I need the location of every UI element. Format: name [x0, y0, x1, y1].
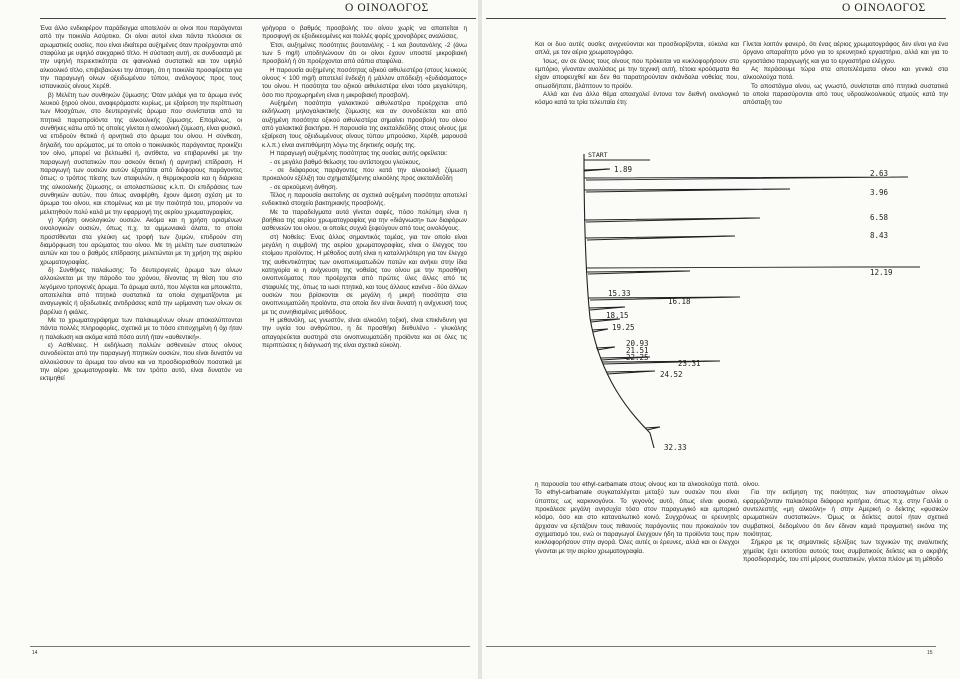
peak-3-96: [584, 189, 790, 192]
paragraph: Με το χρωματογράφημα των παλαιωμένων οίνων αποκαλύπτονται πάντα πολλές πληροφορίες, σχετικά με το πόσο επιτυχημένη ή όχι ήταν η παλαίωση και ακόμα κατά πόσο αυτή ήταν «αυθεντική».: [40, 317, 242, 341]
peak-label: 2.63: [870, 169, 889, 178]
chromatogram-figure: [540, 148, 920, 468]
footer-rule: [486, 646, 936, 647]
peak-12-19b: [587, 271, 690, 274]
paragraph: Γίνεται λοιπόν φανερό, ότι ένας αέριος χρωματογράφος δεν είναι για ένα όργανο απαραίτητο μόνο για το ερευνητικό εργαστήριο, αλλά και για το εργοστάσιο παραγωγής και για το εργαστήριο ελέγχου.: [743, 41, 948, 65]
text-column-1: [40, 25, 242, 384]
text-column-2: [262, 25, 467, 350]
peak-label: 22.25: [626, 353, 649, 362]
text-column-1-top: [535, 41, 739, 108]
paragraph: Ένα άλλο ενδιαφέρον παράδειγμα αποτελούν οι οίνοι που παράγονται από την ποικιλία Ασύρτικο. Οι οίνοι αυτοί είναι πάντα πλούσιοι σε αρωματικές ουσίες, που είναι ιδιαίτερα αυξημένες όταν προέρχονται από σταφύλια με υψηλό σακχαρικό τίτλο. Η σύσταση αυτή, σε συνδυασμό με την υψηλή περιεκτικότητα σε φαινολικά συστατικά και τον υψηλό αλκοολικό τίτλο, επιβεβαιώνει την άποψη, ότι η ποικιλία προσφέρεται για την παραγωγή οίνων οξειδωμένου τύπου, ανάλογους προς τους ισπανικούς οίνους Χερέθ.: [40, 25, 242, 91]
peak-label: 8.43: [870, 231, 889, 240]
paragraph: γ) Χρήση οινολογικών ουσιών. Ακόμα και η χρήση ορισμένων οινολογικών ουσιών, όπως π.χ. τα αμμωνιακά άλατα, το οποία προστίθενται στα γλεύκη ως τροφή των ζυμών, επιδρούν στη διαμόρφωση του αρώματος του οίνου. Με τη μελέτη των συστατικών αυτών και του ο βαθμός επίδρασης μελετώνται με τη χρήση της αερίου χρωματογραφίας.: [40, 216, 242, 266]
paragraph: β) Μελέτη των συνθηκών ζύμωσης: Όταν μιλάμε για το άρωμα ενός λευκού ξηρού οίνου, αναφερόμαστε κυρίως, με εξαίρεση την περίπτωση των Μοσχάτων, στο δευτερογενές άρωμα που συνίσταται από τα πτητικά παραπροϊόντα της αλκοολικής ζύμωσης. Επομένως, οι συνθήκες κάτω από τις οποίες γίνεται η αλκοολική ζύμωση, είναι φυσικό, να επιδρούν θετικά ή αρνητικά στο άρωμα του οίνου. Η σύνθεση, δηλαδή, του αρώματος, με το οποίο ο ποικιλιακός παράγοντας προικίζει τον οίνο, μπορεί να βελτιωθεί ή, αντίθετα, να επιβαρυνθεί με την παραγωγή συστατικών που ασκούν θετική ή αρνητική επίδραση. Η παραγωγή των ουσιών αυτών εξαρτάται από διάφορους παράγοντες όπως: ο τρόπος πίεσης των σταφυλών, η θερμοκρασία και η διάρκεια της αλκοολικής ζύμωσης, οι απολασπώσεις κ.λ.π. Οι επιδράσεις των συνθηκών αυτών, που όπως αναφέρθη, έχουν άμεση σχέση με το άρωμα του οίνου, και επομένως και με την ποιότητά του, μπορούν να μελετηθούν πολύ καλά με την εφαρμογή της αερίου χρωματογραφίας.: [40, 91, 242, 216]
paragraph: - σε μεγάλο βαθμό θείωσης του αντίστοιχου γλεύκους,: [270, 158, 421, 166]
peak-label: 32.33: [664, 443, 687, 452]
peak-20-93: [596, 347, 615, 350]
running-header: Ο ΟΙΝΟΛΟΓΟΣ: [345, 2, 429, 14]
text-column-2-top: [743, 41, 948, 108]
peak-23-31: [602, 361, 720, 364]
peak-label: START: [588, 151, 608, 159]
peak-label: 12.19: [870, 268, 893, 277]
peak-1-89: [584, 169, 610, 171]
peak-label: 15.33: [608, 289, 631, 298]
paragraph: οίνου.: [743, 481, 760, 488]
paragraph: Η παραγωγή αυξημένης ποσότητας της ουσίας αυτής οφείλεται:: [270, 150, 448, 158]
paragraph: ε) Ασθένειες. Η εκδήλωση πολλών ασθενειών στους οίνους συνοδεύεται από την παραγωγή πτητικών ουσιών, που είναι δυνατόν να αλλοιώσουν το άρωμα του οίνου και να προσδιορισθούν ποσοτικά με την αέριο χρωματογραφία. Με τον τρόπο αυτό, είναι δυνατόν να εκτιμηθεί: [40, 342, 242, 383]
footer-rule: [30, 646, 470, 647]
peak-label: 20.93: [626, 339, 649, 348]
peak-label: 23.31: [678, 359, 701, 368]
chromatogram-baseline: [584, 154, 654, 448]
peak-19-25: [592, 329, 608, 332]
peak-label: 18.15: [606, 311, 629, 320]
header-rule: [40, 18, 476, 19]
text-column-1-bottom: [535, 481, 739, 556]
peak-label: 24.52: [660, 370, 683, 379]
paragraph: - σε αρκούμενη άνθηση.: [270, 183, 338, 191]
paragraph: Η παρουσία αυξημένης ποσότητας οξικού αιθυλεστέρα (στους λευκούς οίνους < 100 mg/l) αποτελεί ένδειξη ή μάλλον απόδειξη «ξυδιάσματος» του οίνου. Η ποσότητα του οξικού αιθυλεστέρα είναι τόσο μεγαλύτερη, όσο πιο προχωρημένη είναι η μικροβιακή προσβολή.: [262, 66, 467, 99]
paragraph: Αλλά και ένα άλλο θέμα απασχολεί έντονα τον διεθνή οινολογικό κόσμο κατά τα τρία τελευταία έτη:: [535, 91, 739, 107]
paragraph: Τέλος η παρουσία ακετοΐνης σε σχετικά αυξημένη ποσότητα αποτελεί ενδεικτικό στοιχείο βακτηριακής προσβολής.: [262, 191, 467, 208]
peak-label: 3.96: [870, 188, 889, 197]
paragraph: Το αποστάγμα οίνου, ως γνωστό, συνίσταται από πτητικά συστατικά τα οποία παρασύρονται από τους υδροαλκοολικούς ατμούς κατά την απόσταξη του: [743, 82, 948, 107]
peak-label: 16.18: [668, 297, 691, 306]
running-header: Ο ΟΙΝΟΛΟΓΟΣ: [842, 2, 926, 14]
paragraph: Με τα παραδείγματα αυτά γίνεται σαφές, πόσο πολύτιμη είναι η βοήθεια της αερίου χρωματογραφίας για την «διάγνωση» των διαφόρων ασθενειών του οίνου, οι οποίες συχνά ξεφεύγουν από τους οινολόγους.: [262, 208, 467, 233]
peak-label: 1.89: [614, 165, 633, 174]
header-rule: [486, 18, 946, 19]
text-column-2-bottom: [743, 481, 948, 564]
left-page: [0, 0, 478, 679]
paragraph: γρήγορα ο βαθμός προσβολής του οίνου χωρίς να απαιτείται η προσφυγή σε εξειδικευμένες και πολλές φορές χρονοβόρες αναλύσεις.: [262, 25, 467, 41]
paragraph: Ίσως, αν σε όλους τους οίνους που πρόκειται να κυκλοφορήσουν στο εμπόριο, γίνονταν αναλύσεις με την τεχνική αυτή, τέτοια κρούσματα θα είχαν αποφευχθεί και δεν θα παρατηρούνταν σκάνδαλα νοθείας που, οπωσδήποτε, βλάπτουν το προϊόν.: [535, 57, 739, 90]
paragraph: δ) Συνθήκες παλαίωσης: Το δευτερογενές άρωμα των οίνων αλλοιώνεται με την πάροδο του χρόνου, δίνοντας τη θέση του στο λεγόμενο τριτογενές άρωμα. Το άρωμα αυτό, που λέγεται και μπουκέττο, αποτελείται από πτητικά συστατικά τα οποία σχηματίζονται με αναγωγικές ή οξειδωτικές αντιδράσεις κατά την ωρίμανση των οίνων σε βαρέλια ή φιάλες.: [40, 266, 242, 316]
paragraph: στ) Νοθείες: Ένας άλλος σημαντικός τομέας, για τον οποίο είναι μεγάλη η συμβολή της αερίου χρωματογραφίας, είναι ο έλεγχος του ετοίμου προϊόντος. Η μέθοδος αυτή είναι η καταλληλότερη για τον έλεγχο της αυθεντικότητας των οινοπνευματωδών ποτών και ανήκει στην ίδια κατηγορία κι η ανίχνευση της νοθείας του οίνου με την προσθήκη οινοπνεύματος που προέρχεται από πρώτες ύλες άλλες από τις σταφυλές της, όπως τα ιωσι πτητικά, και τους άλλους κανένα - δύο άλλων ουσιών που βρίσκονται σε μεγάλη ή μικρή ποσότητα στα οινοπνευματώδη προϊόντα, στα οποία δεν είναι δυνατή η ανίχνευσή τους με τις συνηθισμένες μεθόδους.: [262, 233, 467, 316]
peak-32-33: [645, 427, 660, 430]
paragraph: Ας περάσουμε τώρα στα αποτελέσματα οίνου και γενικά στα αλκοολούχα ποτά.: [743, 66, 948, 82]
peak-label: 21.51: [626, 346, 649, 355]
peak-label: 19.25: [612, 323, 635, 332]
peak-labels: [588, 151, 893, 452]
page-number: 15: [927, 650, 933, 656]
paragraph: Σήμερα με τις σημαντικές εξελίξεις των τεχνικών της αναλυτικής χημείας έχει εκτοπίσει αυτούς τους συμβατικούς δείκτες και ο ακριβής προσδιορισμός, του επί μέρους συστατικών, γίνεται πλέον με τη μέθοδο: [743, 539, 948, 564]
peak-24-52: [606, 371, 655, 374]
peak-label: 6.58: [870, 213, 889, 222]
peak-8-43: [585, 236, 735, 240]
paragraph: Η μεθανόλη, ως γνωστόν, είναι αλκοόλη τοξική, είναι επικίνδυνη για την υγεία του ανθρώπου, η δε προσθήκη διεθυλένο - γλυκόλης απαγορεύεται αυστηρά στα οινοπνευματώδη προϊόντα και σε όλες τις περιπτώσεις η διάγνωσή της είναι σχετικά εύκολη.: [262, 317, 467, 350]
paragraph: Αυξημένη ποσότητα γαλακτικού αιθυλεστέρα προέρχεται από εκδήλωση μηλογαλακτικής ζύμωσης και αν συνοδεύεται και από αυξημένη ποσότητα οξικού αιθυλεστέρα σημαίνει προσβολή του οίνου από γαλακτικά βακτήρια. Η παρουσία της ακεταλδεΰδης στους οίνους (με εξαίρεση τους οξειδωμένους οίνους τύπου μπρούσκο, Χερέθ, μαρουσά κ.λ.π.) είναι ανεπιθύμητη λόγω της δηκτικής οσμής της.: [262, 100, 467, 149]
paragraph: Έτσι, αυξημένες ποσότητες βουτανόλης - 1 και βουτανόλης -2 (άνω των 5 mg/l) υποδηλώνουν ότι οι οίνοι έχουν υποστεί μικροβιακή προσβολή ή ότι προέρχονται από σάπια σταφύλια.: [262, 41, 467, 66]
paragraph: Και οι δυο αυτές ουσίες ανιχνεύονται και προσδιορίζονται, εύκολα και απλά, με τον αέριο χρωματογράφο.: [535, 41, 739, 57]
peak-2-63: [584, 177, 908, 180]
peak-16-18: [589, 307, 625, 310]
paragraph: Για την εκτίμηση της ποιότητας των αποσταγμάτων οίνων εφαρμόζονταν παλαιότερα διάφορα κριτήρια, όπως π.χ. στην Γαλλία ο συντελεστής «μη αλκοόλη» ή στην Αμερική ο δείκτης «φυσικών αρωματικών συστατικών». Όμως οι δείκτες αυτοί ήταν σχετικά συμβατικοί, δεδομένου ότι δεν έδιναν καμιά πραγματική εικόνα της ποιότητας.: [743, 489, 948, 539]
paragraph: - σε διάφορους παράγοντες που κατά την αλκοολική ζύμωση προκαλούν εξέλιξη του σχηματιζόμενης αλκοόλης προς ακεταλδεΰδη: [262, 166, 467, 183]
peak-6-58: [584, 218, 760, 222]
page-number: 14: [32, 650, 38, 656]
chromatogram-peaks: [584, 160, 920, 430]
paragraph: η παρουσία του ethyl-carbamate στους οίνους και τα αλκοολούχα ποτά. Το ethyl-carbamate συγκαταλέγεται μεταξύ των ουσιών που είναι ύποπτες ως καρκινογόνοι. Το γεγονός αυτό, όπως είναι φυσικό, προκάλεσε μεγάλη ανησυχία τόσο στον παραγωγικό και εμπορικό κόσμο, όσο και στο καταναλωτικό κοινό. Συγχρόνως οι ερευνητές άρχισαν να εξετάζουν τους πιθανούς παράγοντες που προκαλούν τον σχηματισμό του, ενώ οι παραγωγοί έλεγχουν ήδη τα προϊόντα τους πριν κυκλοφορήσουν στην αγορά. Όλες αυτές οι έρευνες, αλλά και οι έλεγχοι γίνονται με την αερίου χρωματογραφία.: [535, 481, 739, 555]
